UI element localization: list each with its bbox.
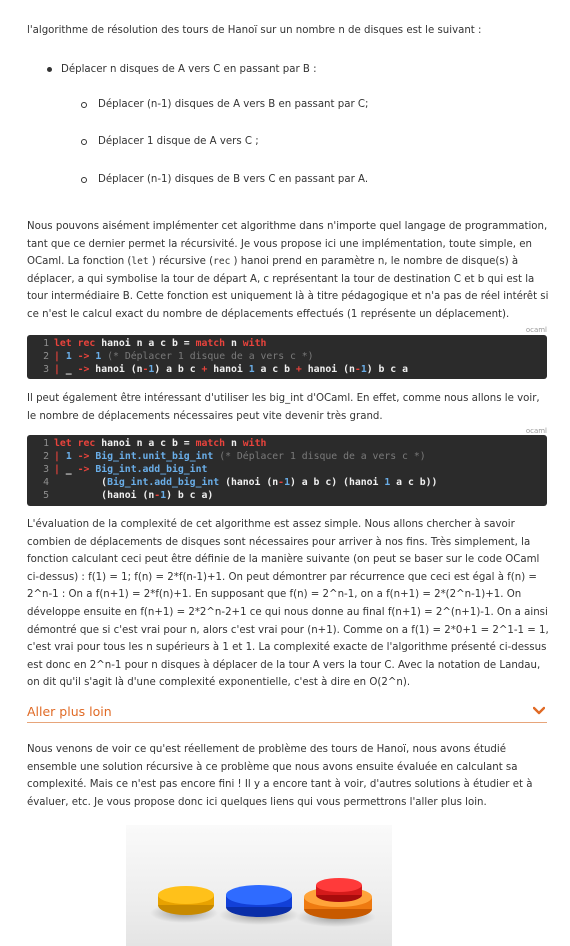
paragraph-implementation: Nous pouvons aisément implémenter cet algorithme dans n'importe quel langage de programmation, tant que ce dernier permet la récursivité. Je vous propose ici une implémentation, toute simple, en OCaml. La fonction (let ) récursive (rec ) hanoi prend en paramètre n, le nombre de disque(s) à déplacer, a qui symbolise la tour de départ A, c représentant la tour de destination C et b qui est la tour intermédiaire B. Cette fonction est uniquement là à titre pédagogique et n'a pas de réel intérêt si ce n'est le calcul exact du nombre de déplacements effectués (1 représente un déplacement). [27, 221, 549, 320]
inline-code-rec: rec [213, 256, 231, 268]
list-subitem [27, 96, 368, 114]
bullet-icon [47, 67, 52, 72]
list-subitem-text: Déplacer (n-1) disques de A vers B en passant par C; [98, 99, 369, 110]
circle-bullet-icon [81, 102, 87, 108]
list-subitem [27, 171, 368, 189]
circle-bullet-icon [81, 177, 87, 183]
list-subitem-text: Déplacer 1 disque de A vers C ; [98, 136, 259, 147]
code-block-hanoi[interactable]: 1 let rec hanoi n a c b = match n with 2 | 1 -> 1 (* Déplacer 1 disque de a vers c *) 3 | _ -> hanoi (n-1) a b c + hanoi 1 a c b + hanoi (n-1) b c a [27, 335, 547, 379]
inline-code-let: let [131, 256, 149, 268]
code-language-label: ocaml [525, 326, 547, 334]
section-header-aller-plus-loin[interactable] [27, 702, 547, 723]
list-item-main: Déplacer n disques de A vers C en passant par B : [61, 64, 317, 75]
paragraph-conclusion: Nous venons de voir ce qu'est réellement de problème des tours de Hanoï, nous avons étudié ensemble une solution récursive à ce problème que nous avons ensuite évaluée en calculant sa complexité. Mais ce n'est pas encore fini ! Il y a encore tant à voir, d'autres solutions à étudier et à évaluer, etc. Je vous propose donc ici quelques liens qui vous permettrons l'aller plus loin. [27, 744, 533, 808]
intro-text: l'algorithme de résolution des tours de Hanoï sur un nombre n de disques est le suivant : [27, 25, 482, 36]
chevron-down-icon[interactable] [533, 706, 545, 716]
list-item [27, 61, 317, 79]
code-block-big-int[interactable]: 1 let rec hanoi n a c b = match n with 2 | 1 -> Big_int.unit_big_int (* Déplacer 1 disque de a vers c *) 3 | _ -> Big_int.add_big_int 4 (Big_int.add_big_int (hanoi (n-1) a b c) (hanoi 1 a c b)) 5 (hanoi (n-1) b c a) [27, 435, 547, 506]
section-title: Aller plus loin [27, 704, 112, 719]
circle-bullet-icon [81, 139, 87, 145]
code-language-label: ocaml [525, 427, 547, 435]
paragraph-big-int: Il peut également être intéressant d'utiliser les big_int d'OCaml. En effet, comme nous allons le voir, le nombre de déplacements nécessaires peut vite devenir très grand. [27, 393, 540, 422]
paragraph-complexity: L'évaluation de la complexité de cet algorithme est assez simple. Nous allons chercher à savoir combien de déplacements de disques sont nécessaires pour arriver à nos fins. Très simplement, la fonction calculant ceci peut être définie de la manière suivante (on peut se baser sur le code OCaml ci-dessus) : f(1) = 1; f(n) = 2*f(n-1)+1. On peut démontrer par récurrence que ceci est égal à f(n) = 2^n-1 : On a f(n+1) = 2*f(n)+1. En supposant que f(n) = 2^n-1, on a f(n+1) = 2*(2^n-1)+1. On développe ensuite en f(n+1) = 2*2^n-2+1 ce qui nous donne au final f(n+1) = 2^(n+1)-1. On a ainsi démontré que si c'est vrai pour n, alors c'est vrai pour (n+1). Comme on a f(1) = 2*0+1 = 2^1-1 = 1, c'est vrai pour tous les n supérieurs à 1 et 1. La complexité exacte de l'algorithme présenté ci-dessus est donc en 2^n-1 pour n disques à déplacer de la tour A vers la tour C. Avec la notation de Landau, on dit qu'il s'agit là d'une complexité exponentielle, c'est à dire en O(2^n). [27, 519, 549, 689]
hanoi-disks-image [126, 825, 392, 946]
list-subitem-text: Déplacer (n-1) disques de B vers C en passant par A. [98, 174, 369, 185]
list-subitem [27, 133, 259, 151]
